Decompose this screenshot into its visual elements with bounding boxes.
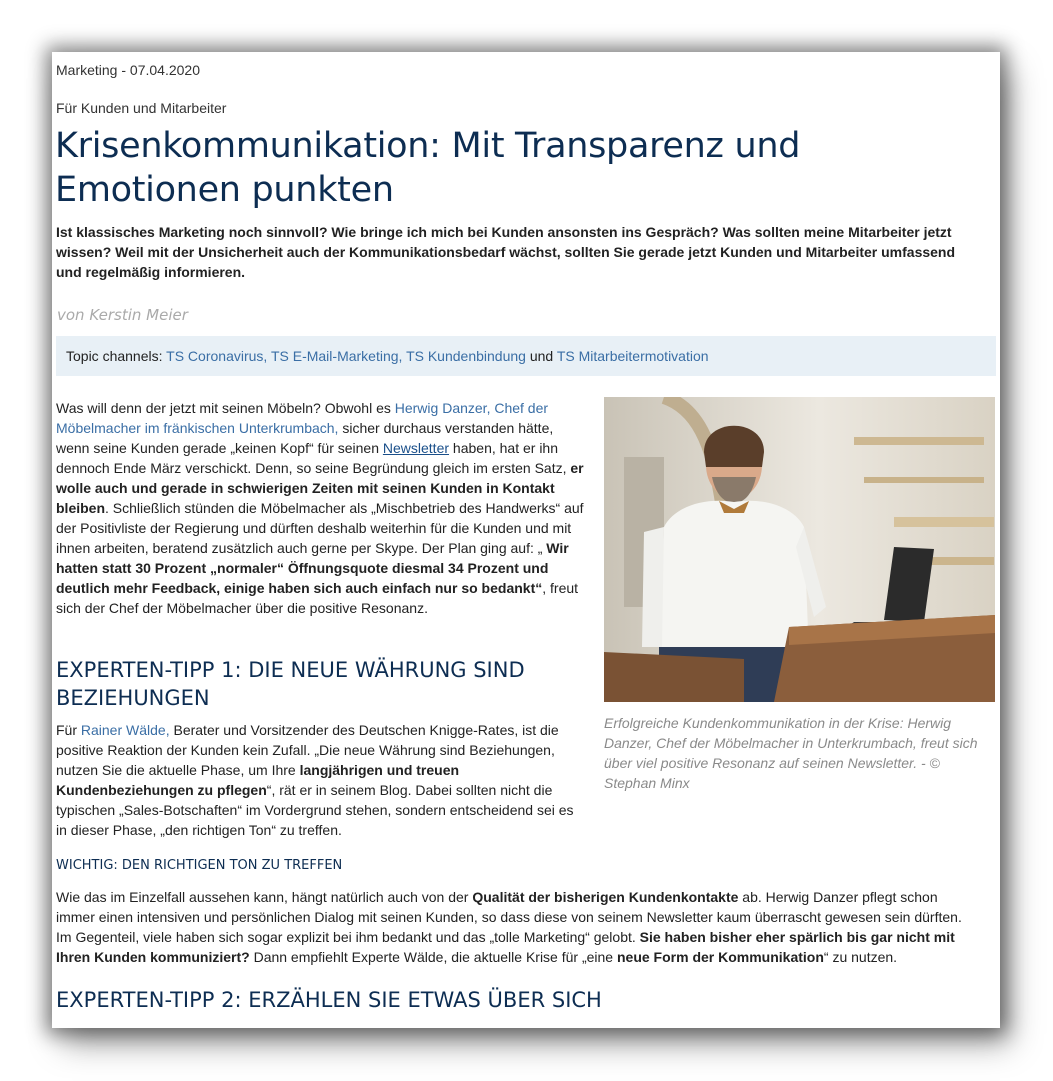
bold-text: Qualität der bisherigen Kundenkontakte (472, 889, 739, 905)
bold-quote: Wir hatten statt 30 Prozent „normaler“ Öffnungsquote diesmal 34 Prozent und deutlich mehr Feedback, einige haben sich auch einfach nur so bedankt“ (56, 540, 569, 596)
text: Wie das im Einzelfall aussehen kann, hängt natürlich auch von der (56, 889, 473, 905)
bold-text: neue Form der Kommunikation (616, 949, 824, 965)
author-byline: von Kerstin Meier (57, 306, 188, 324)
article-meta: Marketing - 07.04.2020 (56, 62, 200, 78)
text: sicher durchaus verstanden hätte, wenn seine Kunden gerade „keinen Kopf“ für seinen (56, 420, 554, 456)
topic-channels-bar (56, 336, 996, 376)
text: Berater und Vorsitzender des Deutschen Knigge-Rates, ist die positive Reaktion der Kunden kein Zufall. „Die neue Währung sind Beziehungen, nutzen Sie die aktuelle Phase, um Ihre (56, 722, 559, 778)
topic-conjunction: und (529, 348, 554, 364)
link-rainer-waelde[interactable]: Rainer Wälde, (80, 722, 170, 738)
text: “, rät er in seinem Blog. Dabei sollten nicht die typischen „Sales-Botschaften“ im Vordergrund stehen, sondern entscheidend sei es in dieser Phase, „den richtigen Ton“ zu treffen. (56, 782, 574, 838)
text: Dann empfiehlt Experte Wälde, die aktuelle Krise für „eine (249, 949, 617, 965)
page-title: Krisenkommunikation: Mit Transparenz und Emotionen punkten (55, 126, 801, 210)
text: Was will denn der jetzt mit seinen Möbeln? Obwohl es (56, 400, 395, 416)
photo-caption: Erfolgreiche Kundenkommunikation in der Krise: Herwig Danzer, Chef der Möbelmacher in Unterkrumbach, freut sich über viel positive Resonanz auf seinen Newsletter. - © Stephan Minx (604, 715, 978, 791)
text: haben, hat er ihn dennoch Ende März verschickt. Denn, so seine Begründung gleich im ersten Satz, (56, 440, 571, 476)
text: . Schließlich stünden die Möbelmacher als „Mischbetrieb des Handwerks“ auf der Positivliste der Regierung und dürften deshalb weiterhin für die Kunden und mit ihnen arbeiten, beratend zusätzlich auch gerne per Skype. Der Plan ging auf: „ (56, 500, 584, 556)
paragraph-intro (56, 398, 584, 618)
text: ab. Herwig Danzer pflegt schon immer einen intensiven und persönlichen Dialog mit seinen Kunden, so dass diese von seinem Newsletter kaum überrascht gewesen sein dürften. Im Gegenteil, viele haben sich sogar explizit bei ihm bedankt und das „tolle Marketing“ gelobt. (56, 889, 962, 945)
topic-channels-label: Topic channels: (66, 348, 163, 364)
subheading-richtigen-ton: WICHTIG: DEN RICHTIGEN TON ZU TREFFEN (56, 858, 343, 873)
article-kicker: Für Kunden und Mitarbeiter (56, 100, 227, 116)
link-newsletter[interactable]: Newsletter (382, 440, 450, 456)
bold-text: er wolle auch und gerade in schwierigen Zeiten mit seinen Kunden in Kontakt bleiben (56, 460, 584, 516)
article-page (52, 52, 1000, 1028)
photo-illustration (604, 397, 995, 702)
paragraph-richtigen-ton (56, 887, 976, 967)
text: “ zu nutzen. (823, 949, 898, 965)
text: , freut sich der Chef der Möbelmacher über die positive Resonanz. (56, 580, 579, 616)
topic-link-mitarbeitermotivation[interactable]: TS Mitarbeitermotivation (556, 348, 709, 364)
section-heading-tipp-2: EXPERTEN-TIPP 2: ERZÄHLEN SIE ETWAS ÜBER SICH (56, 988, 602, 1012)
article-photo (604, 397, 995, 702)
topic-link-kundenbindung[interactable]: TS Kundenbindung (406, 348, 526, 364)
paragraph-tipp-1 (56, 720, 584, 840)
section-heading-tipp-1: EXPERTEN-TIPP 1: DIE NEUE WÄHRUNG SIND BEZIEHUNGEN (56, 658, 525, 710)
text: Für (56, 722, 81, 738)
link-herwig-danzer[interactable]: Herwig Danzer, Chef der Möbelmacher im fränkischen Unterkrumbach, (56, 400, 549, 436)
topic-link-coronavirus[interactable]: TS Coronavirus, (166, 348, 268, 364)
topic-link-email-marketing[interactable]: TS E-Mail-Marketing, (270, 348, 403, 364)
article-lead: Ist klassisches Marketing noch sinnvoll? Wie bringe ich mich bei Kunden ansonsten ins Gespräch? Was sollten meine Mitarbeiter jetzt wissen? Weil mit der Unsicherheit auch der Kommunikationsbedarf wächst, sollten Sie gerade jetzt Kunden und Mitarbeiter umfassend und regelmäßig informieren. (56, 224, 956, 280)
bold-question: Sie haben bisher eher spärlich bis gar nicht mit Ihren Kunden kommuniziert? (56, 929, 955, 965)
bold-text: langjährigen und treuen Kundenbeziehungen zu pflegen (56, 762, 460, 798)
